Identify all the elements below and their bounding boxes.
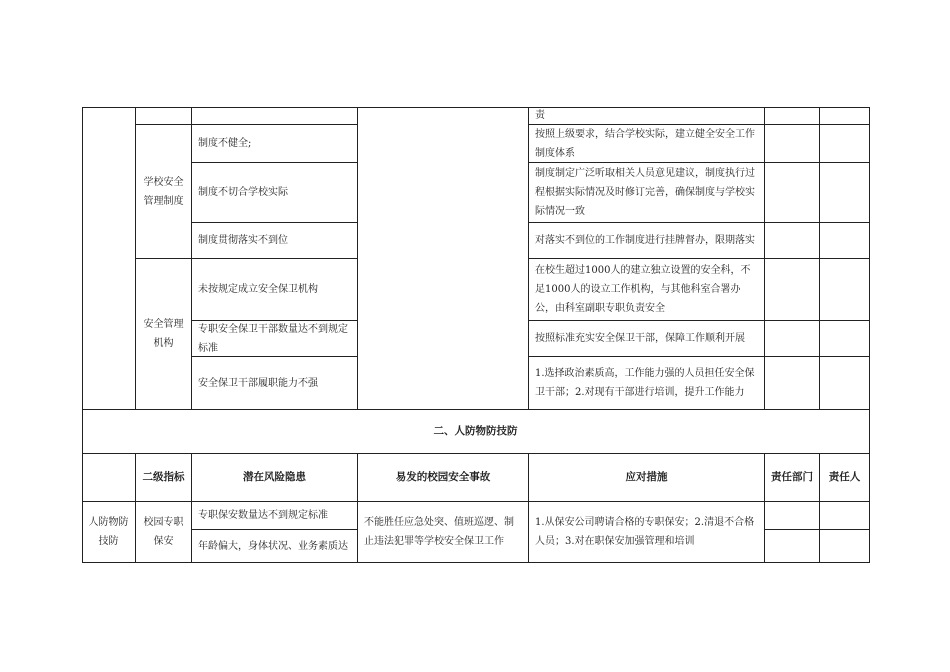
- person-cell: [820, 530, 870, 563]
- header-second-level: 二级指标: [136, 454, 192, 502]
- dept-cell: [765, 107, 820, 125]
- dept-cell: [765, 259, 820, 321]
- measure-cell: 1.从保安公司聘请合格的专职保安；2.清退不合格人员；3.对在职保安加强管理和培训: [529, 502, 765, 563]
- accident-cell: 不能胜任应急处突、值班巡逻、制止违法犯罪等学校安全保卫工作: [358, 502, 529, 563]
- hazard-cell: 制度不切合学校实际: [192, 163, 358, 223]
- section-title: 二、人防物防技防: [82, 410, 870, 454]
- dept-cell: [765, 530, 820, 563]
- hazard-cell: 未按规定成立安全保卫机构: [192, 259, 358, 321]
- measure-cell: 对落实不到位的工作制度进行挂牌督办，限期落实: [529, 223, 765, 259]
- second-level-label: 学校安全管理制度: [136, 125, 192, 259]
- measure-cell: 按照标准充实安全保卫干部，保障工作顺利开展: [529, 321, 765, 357]
- first-level-cell-top: [82, 107, 136, 410]
- hazard-cell: 制度贯彻落实不到位: [192, 223, 358, 259]
- header-measure: 应对措施: [529, 454, 765, 502]
- dept-cell: [765, 357, 820, 410]
- person-cell: [820, 259, 870, 321]
- header-accident: 易发的校园安全事故: [358, 454, 529, 502]
- measure-cell: 1.选择政治素质高，工作能力强的人员担任安全保卫干部；2.对现有干部进行培训，提升工作能力: [529, 357, 765, 410]
- dept-cell: [765, 223, 820, 259]
- person-cell: [820, 502, 870, 530]
- hazard-cell: 年龄偏大，身体状况、业务素质达: [192, 530, 358, 563]
- hazard-cell: 专职安全保卫干部数量达不到规定标准: [192, 321, 358, 357]
- measure-cell-carry: 责: [529, 107, 765, 125]
- person-cell: [820, 125, 870, 163]
- header-dept: 责任部门: [765, 454, 820, 502]
- measure-cell: 制度制定广泛听取相关人员意见建议，制度执行过程根据实际情况及时修订完善，确保制度与学校实际情况一致: [529, 163, 765, 223]
- person-cell: [820, 163, 870, 223]
- hazard-cell: 安全保卫干部履职能力不强: [192, 357, 358, 410]
- hazard-cell: 制度不健全;: [192, 125, 358, 163]
- risk-table: [82, 107, 870, 563]
- hazard-cell: 专职保安数量达不到规定标准: [192, 502, 358, 530]
- measure-cell: 在校生超过1000人的建立独立设置的安全科，不足1000人的设立工作机构，与其他科室合署办公，由科室副职专职负责安全: [529, 259, 765, 321]
- header-hazard: 潜在风险隐患: [192, 454, 358, 502]
- second-level-label: 校园专职保安: [136, 502, 192, 563]
- accident-cell: [358, 107, 529, 410]
- person-cell: [820, 223, 870, 259]
- person-cell: [820, 321, 870, 357]
- person-cell: [820, 357, 870, 410]
- header-first-level: [82, 454, 136, 502]
- measure-cell: 按照上级要求，结合学校实际，建立健全安全工作制度体系: [529, 125, 765, 163]
- dept-cell: [765, 502, 820, 530]
- second-level-label: 安全管理机构: [136, 259, 192, 410]
- person-cell: [820, 107, 870, 125]
- header-person: 责任人: [820, 454, 870, 502]
- hazard-cell-carry: [192, 107, 358, 125]
- dept-cell: [765, 125, 820, 163]
- dept-cell: [765, 321, 820, 357]
- dept-cell: [765, 163, 820, 223]
- first-level-label: 人防物防技防: [82, 502, 136, 563]
- second-level-cell-carry: [136, 107, 192, 125]
